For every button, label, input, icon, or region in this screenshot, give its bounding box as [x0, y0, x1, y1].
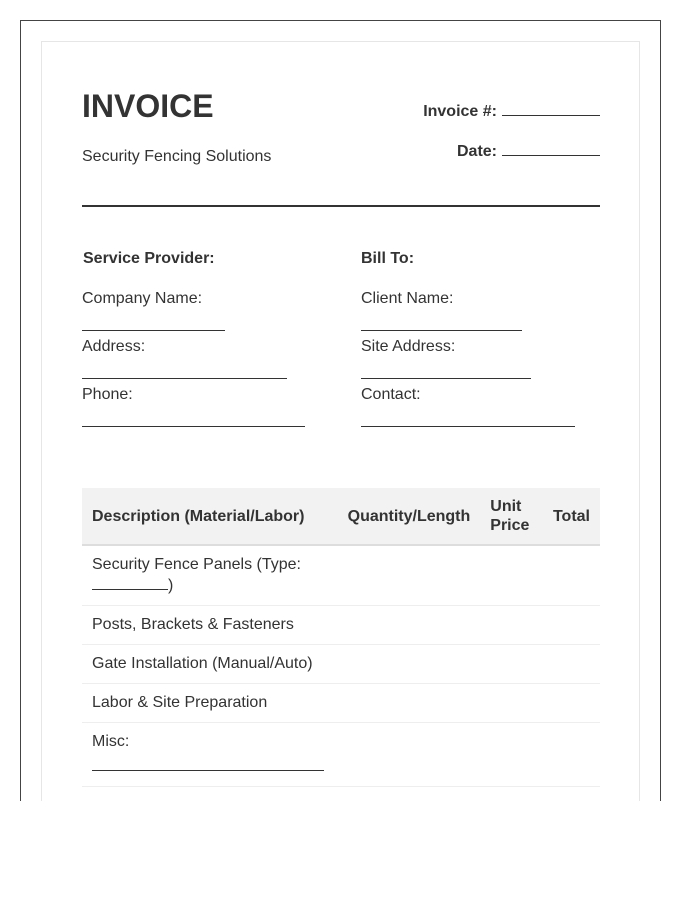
invoice-number-blank[interactable]: [502, 100, 600, 116]
total-cell[interactable]: [543, 723, 600, 787]
row-description: Posts, Brackets & Fasteners: [82, 606, 338, 645]
quantity-cell[interactable]: [338, 645, 481, 684]
invoice-title: INVOICE: [82, 88, 214, 124]
misc-blank[interactable]: [92, 756, 324, 771]
table-row: [82, 645, 600, 684]
table-row: [82, 545, 600, 606]
date-label: Date:: [456, 143, 497, 160]
row-description: Gate Installation (Manual/Auto): [82, 645, 338, 684]
unit-price-cell[interactable]: [480, 723, 543, 787]
company-name-label: Company Name:: [82, 290, 203, 307]
client-name-blank[interactable]: [361, 330, 522, 331]
provider-address-label: Address:: [82, 338, 146, 355]
unit-price-cell[interactable]: [480, 606, 543, 645]
site-address-blank[interactable]: [361, 378, 531, 379]
contact-blank[interactable]: [361, 426, 575, 427]
row-description-cell: [82, 545, 338, 606]
service-provider-heading: Service Provider:: [83, 250, 215, 267]
client-name-label: Client Name:: [361, 290, 454, 307]
column-header-unit-price: Unit Price: [480, 488, 543, 545]
row-description-suffix: ): [168, 577, 174, 594]
provider-address-blank[interactable]: [82, 378, 287, 379]
bill-to-heading: Bill To:: [361, 250, 415, 267]
total-cell[interactable]: [543, 645, 600, 684]
company-tagline: Security Fencing Solutions: [82, 148, 272, 165]
table-header-row: [82, 488, 600, 545]
table-row: [82, 606, 600, 645]
invoice-number-label: Invoice #:: [423, 103, 497, 120]
unit-price-cell[interactable]: [480, 645, 543, 684]
date-field: [457, 140, 600, 161]
date-blank[interactable]: [502, 140, 600, 156]
quantity-cell[interactable]: [338, 545, 481, 606]
row-description: Misc:: [92, 733, 130, 750]
table-row: [82, 723, 600, 787]
invoice-number-field: [423, 100, 600, 121]
column-header-description: Description (Material/Labor): [82, 488, 338, 545]
company-name-blank[interactable]: [82, 330, 225, 331]
quantity-cell[interactable]: [338, 723, 481, 787]
site-address-label: Site Address:: [361, 338, 456, 355]
total-cell[interactable]: [543, 545, 600, 606]
column-header-quantity: Quantity/Length: [338, 488, 481, 545]
row-description: Labor & Site Preparation: [82, 684, 338, 723]
quantity-cell[interactable]: [338, 606, 481, 645]
quantity-cell[interactable]: [338, 684, 481, 723]
column-header-total: Total: [543, 488, 600, 545]
row-description-cell: [82, 723, 338, 787]
provider-phone-blank[interactable]: [82, 426, 305, 427]
unit-price-cell[interactable]: [480, 545, 543, 606]
unit-price-cell[interactable]: [480, 684, 543, 723]
row-description: Security Fence Panels (Type:: [92, 556, 301, 573]
contact-label: Contact:: [361, 386, 421, 403]
total-cell[interactable]: [543, 606, 600, 645]
header-divider: [82, 205, 600, 207]
panel-type-blank[interactable]: [92, 575, 168, 590]
total-cell[interactable]: [543, 684, 600, 723]
line-items-table: [82, 488, 600, 787]
provider-phone-label: Phone:: [82, 386, 133, 403]
table-row: [82, 684, 600, 723]
